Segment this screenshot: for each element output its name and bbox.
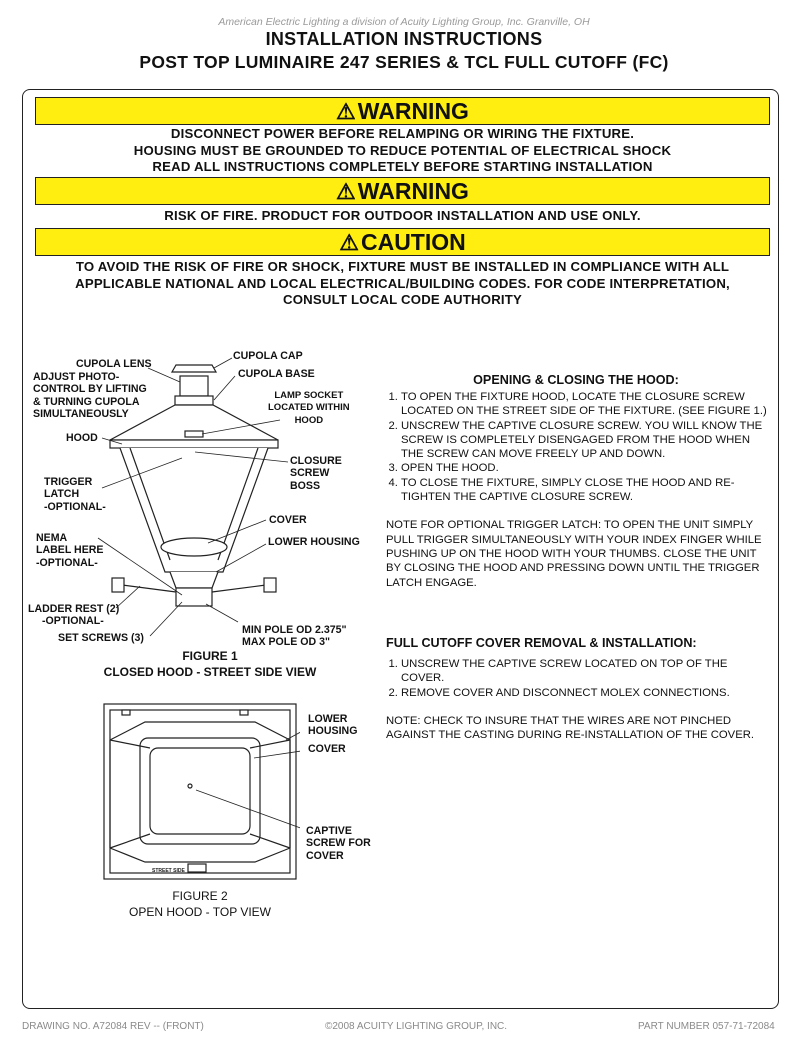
cover-instructions	[386, 657, 770, 742]
label-line: LOCATED WITHIN	[268, 402, 350, 414]
street-side-tab	[188, 864, 206, 872]
label-line: BOSS	[290, 479, 321, 492]
warning-label: WARNING	[357, 98, 469, 124]
label-line: LOWER	[308, 713, 348, 725]
cupola-cap	[172, 365, 216, 372]
part-number: PART NUMBER 057-71-72084	[638, 1021, 775, 1032]
caution-line: CONSULT LOCAL CODE AUTHORITY	[282, 292, 523, 307]
label-line: CAPTIVE	[306, 825, 352, 837]
cupola-base	[175, 396, 213, 405]
warning-label: WARNING	[357, 178, 469, 204]
label-line: SIMULTANEOUSLY	[33, 408, 129, 421]
label-cupola-lens: CUPOLA LENS	[76, 358, 152, 370]
warning-1-line: DISCONNECT POWER BEFORE RELAMPING OR WIRING THE FIXTURE.	[170, 126, 635, 141]
warning-triangle-icon: ⚠	[336, 99, 356, 124]
caution-line: APPLICABLE NATIONAL AND LOCAL ELECTRICAL/BUILDING CODES. FOR CODE INTERPRETATION,	[75, 275, 730, 291]
label-line: SCREW	[290, 467, 330, 480]
label-line: CONTROL BY LIFTING	[33, 383, 147, 396]
caution-banner	[35, 228, 770, 256]
label-line: LABEL HERE	[36, 544, 104, 557]
label-line: & TURNING CUPOLA	[33, 395, 140, 408]
label-line: LAMP SOCKET	[274, 390, 344, 401]
warning-triangle-icon: ⚠	[336, 179, 356, 204]
label-trigger-latch	[44, 476, 106, 513]
warning-2-line: RISK OF FIRE. PRODUCT FOR OUTDOOR INSTALLATION AND USE ONLY.	[164, 208, 641, 223]
company-line: American Electric Lighting a division of Acuity Lighting Group, Inc. Granville, OH	[218, 16, 590, 28]
hood-rim	[110, 440, 278, 448]
label-closure-screw-boss	[290, 455, 342, 492]
label-line: SCREW FOR	[306, 837, 371, 850]
lamp-socket	[185, 431, 203, 437]
figure-number: FIGURE 1	[182, 649, 238, 663]
cover-section-title: FULL CUTOFF COVER REMOVAL & INSTALLATION:	[386, 636, 697, 650]
warning-banner-1	[35, 97, 770, 125]
cover-step: 1. UNSCREW THE CAPTIVE SCREW LOCATED ON TOP OF THE COVER.	[401, 657, 770, 686]
figure-title: OPEN HOOD - TOP VIEW	[128, 905, 272, 919]
warning-banner-2	[35, 177, 770, 205]
ladder-rest-right-pad	[264, 578, 276, 592]
opening-step: 1. TO OPEN THE FIXTURE HOOD, LOCATE THE CLOSURE SCREW LOCATED ON THE STREET SIDE OF THE FIXTURE. (SEE FIGURE 1.)	[401, 390, 770, 419]
ladder-rest-left	[122, 585, 176, 592]
label-line: ADJUST PHOTO-	[33, 371, 120, 383]
wires-note: NOTE: CHECK TO INSURE THAT THE WIRES ARE NOT PINCHED AGAINST THE CASTING DURING RE-INSTALLATION OF THE COVER.	[386, 714, 755, 742]
copyright: ©2008 ACUITY LIGHTING GROUP, INC.	[325, 1021, 508, 1032]
label-hood: HOOD	[66, 432, 98, 444]
caution-triangle-icon: ⚠	[339, 230, 359, 255]
label-cupola-base: CUPOLA BASE	[238, 368, 315, 380]
label-captive-screw	[306, 825, 371, 862]
cover	[161, 538, 227, 556]
caution-line: TO AVOID THE RISK OF FIRE OR SHOCK, FIXTURE MUST BE INSTALLED IN COMPLIANCE WITH ALL	[75, 259, 730, 274]
figure-title: CLOSED HOOD - STREET SIDE VIEW	[103, 665, 317, 679]
opening-step: 4. TO CLOSE THE FIXTURE, SIMPLY CLOSE THE HOOD AND RE-TIGHTEN THE CAPTIVE CLOSURE SCREW.	[401, 476, 770, 505]
label-line: TRIGGER	[44, 476, 93, 488]
label-line: HOOD	[294, 414, 324, 426]
label-line: -OPTIONAL-	[36, 556, 98, 569]
opening-step: 3. OPEN THE HOOD.	[401, 461, 770, 475]
label-lamp-socket	[268, 390, 350, 427]
label-lower-housing: LOWER HOUSING	[268, 536, 360, 548]
label-line: LADDER REST (2)	[28, 603, 120, 615]
warning-2-text	[35, 208, 770, 225]
label-lower-housing-2	[308, 713, 357, 738]
page-title: INSTALLATION INSTRUCTIONS	[265, 29, 543, 49]
label-line: NEMA	[36, 532, 68, 544]
opening-step: 2. UNSCREW THE CAPTIVE CLOSURE SCREW. YOU WILL KNOW THE SCREW IS COMPLETELY DISENGAGED FROM THE HOOD WHEN THE SCREW CAN MOVE FREELY UP AND DOWN.	[401, 419, 770, 462]
label-set-screws: SET SCREWS (3)	[58, 632, 144, 644]
label-line: MIN POLE OD 2.375"	[242, 624, 347, 636]
caution-text	[35, 259, 770, 309]
warning-1-line: HOUSING MUST BE GROUNDED TO REDUCE POTENTIAL OF ELECTRICAL SHOCK	[133, 142, 672, 158]
label-line: -OPTIONAL-	[44, 500, 106, 513]
opening-title: OPENING & CLOSING THE HOOD:	[473, 373, 679, 387]
lower-housing	[170, 572, 218, 588]
caution-label: CAUTION	[360, 229, 466, 255]
label-line: MAX POLE OD 3"	[242, 636, 331, 649]
figure-number: FIGURE 2	[172, 889, 228, 903]
label-cover-2: COVER	[308, 743, 346, 755]
figure-2-caption	[60, 888, 340, 920]
label-cover: COVER	[269, 514, 307, 526]
label-ladder-rest	[28, 603, 119, 628]
trigger-latch-note: NOTE FOR OPTIONAL TRIGGER LATCH: TO OPEN THE UNIT SIMPLY PULL TRIGGER SIMULTANEOUSLY WITH YOUR INDEX FINGER WHILE PUSHING UP ON THE HOOD WITH YOUR THUMBS. CLOSE THE UNIT BY CLOSING THE HOOD AND PRESSING DOWN UNTIL THE TRIGGER LATCH ENGAGE.	[386, 519, 762, 589]
label-adjust-photocontrol	[33, 371, 147, 421]
label-line: CLOSURE	[290, 455, 342, 467]
warning-1-text	[35, 126, 770, 176]
corner-tab	[122, 710, 130, 715]
opening-instructions	[386, 390, 770, 590]
label-line: -OPTIONAL-	[42, 615, 104, 628]
label-pole-od	[242, 624, 347, 649]
street-side-label: STREET SIDE	[152, 868, 185, 874]
drawing-number: DRAWING NO. A72084 REV -- (FRONT)	[22, 1021, 204, 1032]
ladder-rest-left-pad	[112, 578, 124, 592]
warning-1-line: READ ALL INSTRUCTIONS COMPLETELY BEFORE STARTING INSTALLATION	[152, 159, 653, 174]
corner-tab	[240, 710, 248, 715]
label-nema	[36, 532, 104, 569]
ladder-rest-right	[212, 585, 266, 592]
label-line: COVER	[306, 849, 344, 862]
figure-2-drawing	[100, 700, 300, 885]
label-line: LATCH	[44, 488, 80, 501]
label-line: HOUSING	[308, 725, 358, 738]
cupola-lens	[180, 376, 208, 396]
cover-step: 2. REMOVE COVER AND DISCONNECT MOLEX CONNECTIONS.	[401, 686, 770, 700]
label-cupola-cap: CUPOLA CAP	[233, 350, 303, 362]
pole-fitter	[176, 588, 212, 606]
figure-1-caption	[60, 648, 360, 680]
page-subtitle: POST TOP LUMINAIRE 247 SERIES & TCL FULL CUTOFF (FC)	[139, 52, 669, 72]
